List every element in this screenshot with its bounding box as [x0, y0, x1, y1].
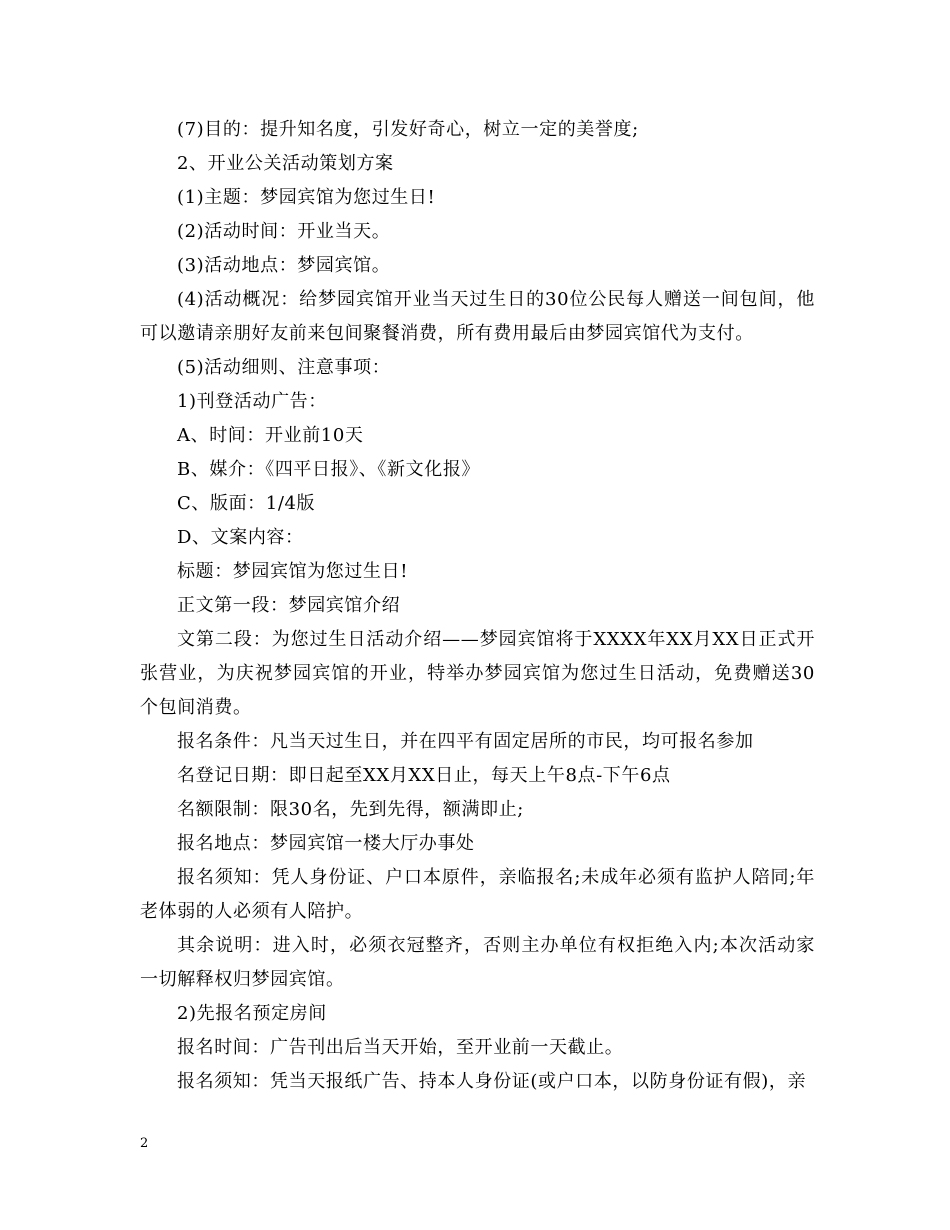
paragraph-signup-location: 报名地点：梦园宾馆一楼大厅办事处: [177, 833, 475, 854]
paragraph-quota-limit: 名额限制：限30名，先到先得，额满即止;: [177, 799, 524, 820]
paragraph-event-overview: (4)活动概况：给梦园宾馆开业当天过生日的30位公民每人赠送一间包间，他可以邀请亲朋好友前来包间聚餐消费，所有费用最后由梦园宾馆代为支付。: [140, 289, 815, 344]
paragraph-signup-conditions: 报名条件：凡当天过生日，并在四平有固定居所的市民，均可报名参加: [177, 731, 754, 752]
paragraph-event-time: (2)活动时间：开业当天。: [177, 221, 391, 242]
paragraph-booking-notes: 报名须知：凭当天报纸广告、持本人身份证(或户口本，以防身份证有假)，亲: [177, 1071, 807, 1092]
paragraph-ad-layout: C、版面：1/4版: [177, 493, 316, 514]
paragraph-other-notes: 其余说明：进入时，必须衣冠整齐，否则主办单位有权拒绝入内;本次活动家一切解释权归梦园宾馆。: [140, 935, 815, 990]
page-number: 2: [140, 1136, 149, 1151]
paragraph-ad-copy: D、文案内容：: [177, 527, 304, 548]
paragraph-signup-dates: 名登记日期：即日起至XX月XX日止，每天上午8点-下午6点: [177, 765, 671, 786]
paragraph-room-booking: 2)先报名预定房间: [177, 1003, 327, 1024]
body-text: [140, 113, 815, 1099]
paragraph-ad-first-section: 正文第一段：梦园宾馆介绍: [177, 595, 401, 616]
paragraph-theme: (1)主题：梦园宾馆为您过生日!: [177, 187, 436, 208]
paragraph-ad-second-section: 文第二段：为您过生日活动介绍——梦园宾馆将于XXXX年XX月XX日正式开张营业，为庆祝梦园宾馆的开业，特举办梦园宾馆为您过生日活动，免费赠送30个包间消费。: [140, 629, 815, 718]
paragraph-event-rules: (5)活动细则、注意事项：: [177, 357, 391, 378]
paragraph-event-location: (3)活动地点：梦园宾馆。: [177, 255, 391, 276]
paragraph-purpose: (7)目的：提升知名度，引发好奇心，树立一定的美誉度;: [177, 119, 639, 140]
paragraph-ad-title: 标题：梦园宾馆为您过生日!: [177, 561, 409, 582]
paragraph-ad-time: A、时间：开业前10天: [177, 425, 364, 446]
paragraph-ad-media: B、媒介：《四平日报》、《新文化报》: [177, 459, 481, 480]
paragraph-signup-notes: 报名须知：凭人身份证、户口本原件，亲临报名;未成年必须有监护人陪同;年老体弱的人必须有人陪护。: [140, 867, 815, 922]
paragraph-section-heading: 2、开业公关活动策划方案: [177, 153, 394, 174]
paragraph-booking-time: 报名时间：广告刊出后当天开始，至开业前一天截止。: [177, 1037, 624, 1058]
paragraph-publish-ad: 1)刊登活动广告：: [177, 391, 327, 412]
